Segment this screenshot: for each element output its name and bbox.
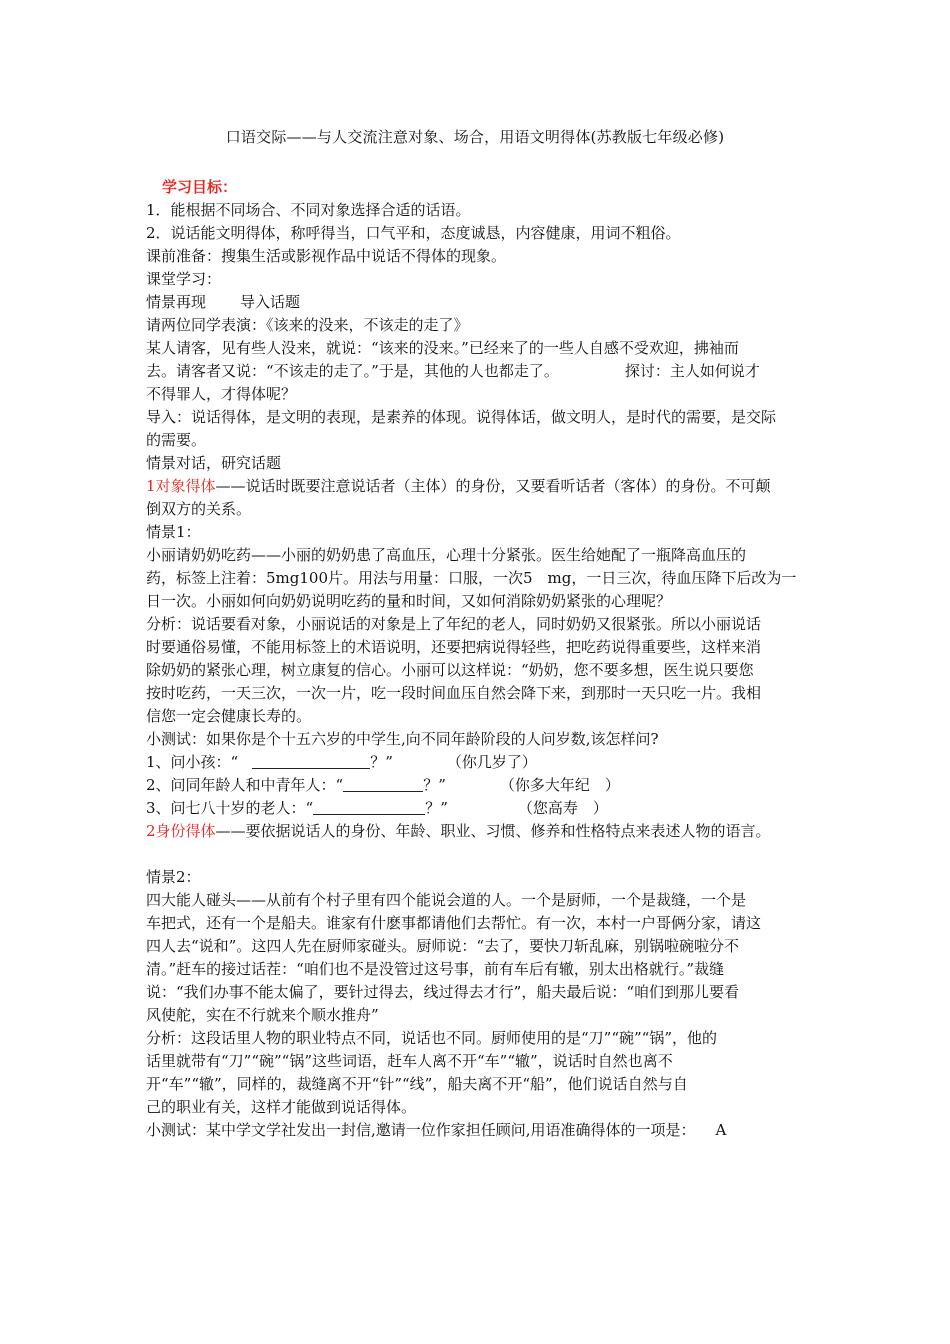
goal-item-1: 1．能根据不同场合、不同对象选择合适的话语。 bbox=[146, 201, 471, 219]
scene2-line-3: 四人去“说和”。这四人先在厨师家碰头。厨师说：“去了，要快刀斩乱麻，别锅啦碗啦分不 bbox=[146, 937, 740, 955]
scene1-label: 情景1： bbox=[146, 523, 201, 541]
analysis1-line-1: 分析：说话要看对象，小丽说话的对象是上了年纪的老人，同时奶奶又很紧张。所以小丽说话 bbox=[146, 615, 762, 633]
point1-line-2: 倒双方的关系。 bbox=[146, 500, 252, 518]
analysis2-line-3: 开“车”“辙”，同样的，裁缝离不开“针”“线”，船夫离不开“船”，他们说话自然与自 bbox=[146, 1075, 688, 1093]
story-line-1: 某人请客，见有些人没来，就说：“该来的没来。”已经来了的一些人自感不受欢迎，拂袖而 bbox=[146, 339, 739, 357]
scene2-line-6: 风使舵，实在不行就来个顺水推舟” bbox=[146, 1006, 379, 1024]
quiz1-end-2: ？” bbox=[423, 776, 446, 794]
answer-blank-3 bbox=[313, 799, 425, 815]
story-discussion: 探讨：主人如何说才 bbox=[624, 362, 760, 380]
scene2-line-4: 清。”赶车的接过话茬：“咱们也不是没管过这号事，前有车后有辙，别太出格就行。”裁缝 bbox=[146, 960, 725, 978]
scene2-line-5: 说：“我们办事不能太偏了，要针过得去，线过得去才行”，船夫最后说：“咱们到那儿要看 bbox=[146, 983, 740, 1001]
quiz1-item-1 bbox=[146, 751, 818, 774]
scene-intro-a: 情景再现 bbox=[146, 293, 207, 311]
quiz1-question-3: 3、问七八十岁的老人：“ bbox=[146, 799, 314, 817]
scene2-line-2: 车把式，还有一个是船夫。谁家有什麽事都请他们去帮忙。有一次，本村一户哥俩分家，请这 bbox=[146, 914, 762, 932]
scene-dialog-heading: 情景对话，研究话题 bbox=[146, 454, 282, 472]
scene-intro-heading bbox=[146, 291, 818, 314]
analysis2-line-2: 话里就带有“刀”“碗”“锅”这些词语，赶车人离不开“车”“辙”，说话时自然也离不 bbox=[146, 1052, 673, 1070]
answer-blank-1 bbox=[252, 753, 370, 769]
quiz1-answer-1: （你几岁了） bbox=[446, 753, 537, 771]
class-study-heading: 课堂学习： bbox=[146, 270, 222, 288]
analysis1-line-2: 时要通俗易懂，不能用标签上的术语说明，还要把病说得轻些，把吃药说得重要些，这样来消 bbox=[146, 638, 762, 656]
story-line-2 bbox=[146, 360, 818, 383]
quiz1-end-3: ？” bbox=[425, 799, 448, 817]
point2-line bbox=[146, 820, 818, 843]
quiz2-line bbox=[146, 1119, 818, 1142]
analysis1-line-3: 除奶奶的紧张心理，树立康复的信心。小丽可以这样说：“奶奶，您不要多想，医生说只要您 bbox=[146, 661, 754, 679]
performance-line: 请两位同学表演：《该来的没来，不该走的走了》 bbox=[146, 316, 469, 334]
quiz1-answer-3: （您高寿 ） bbox=[517, 799, 608, 817]
analysis2-line-4: 己的职业有关，这样才能做到说话得体。 bbox=[146, 1098, 417, 1116]
analysis2-line-1: 分析：这段话里人物的职业特点不同，说话也不同。厨师使用的是“刀”“碗”“锅”，他的 bbox=[146, 1029, 718, 1047]
story-line-3: 不得罪人，才得体呢？ bbox=[146, 385, 297, 403]
goals-heading: 学习目标： bbox=[162, 178, 238, 196]
scene1-line-1: 小丽请奶奶吃药——小丽的奶奶患了高血压，心理十分紧张。医生给她配了一瓶降高血压的 bbox=[146, 546, 747, 564]
document-body bbox=[146, 176, 818, 1142]
scene-intro-b: 导入话题 bbox=[240, 293, 301, 311]
quiz1-prompt: 小测试：如果你是个十五六岁的中学生,向不同年龄阶段的人问岁数,该怎样问? bbox=[146, 730, 659, 748]
analysis1-line-5: 信您一定会健康长寿的。 bbox=[146, 707, 312, 725]
intro-line-1: 导入：说话得体，是文明的表现，是素养的体现。说得体话，做文明人，是时代的需要，是交际 bbox=[146, 408, 777, 426]
point1-text: ——说话时既要注意说话者（主体）的身份，又要看听话者（客体）的身份。不可颠 bbox=[215, 477, 771, 495]
scene2-label: 情景2： bbox=[146, 868, 201, 886]
goal-item-2: 2．说话能文明得体，称呼得当，口气平和，态度诚恳，内容健康，用词不粗俗。 bbox=[146, 224, 681, 242]
quiz1-item-2 bbox=[146, 774, 818, 797]
prep-line: 课前准备：搜集生活或影视作品中说话不得体的现象。 bbox=[146, 247, 507, 265]
intro-line-2: 的需要。 bbox=[146, 431, 207, 449]
quiz1-question-2: 2、问同年龄人和中青年人：“ bbox=[146, 776, 344, 794]
page-title: 口语交际——与人交流注意对象、场合，用语文明得体(苏教版七年级必修) bbox=[225, 128, 725, 146]
quiz1-answer-2: （你多大年纪 ） bbox=[499, 776, 620, 794]
point2-label: 2身份得体 bbox=[146, 822, 216, 840]
quiz1-item-3 bbox=[146, 797, 818, 820]
quiz1-question-1: 1、问小孩：“ bbox=[146, 753, 239, 771]
blank-line bbox=[146, 843, 818, 866]
point1-label: 1对象得体 bbox=[146, 477, 216, 495]
scene2-line-1: 四大能人碰头——从前有个村子里有四个能说会道的人。一个是厨师，一个是裁缝，一个是 bbox=[146, 891, 747, 909]
story-line-2a: 去。请客者又说：“不该走的走了。”于是，其他的人也都走了。 bbox=[146, 362, 559, 380]
point1-line-1 bbox=[146, 475, 818, 498]
scene1-line-2: 药，标签上注着：5mg100片。用法与用量：口服，一次5 mg，一日三次，待血压降下后改为一 bbox=[146, 569, 797, 587]
answer-blank-2 bbox=[343, 776, 423, 792]
scene1-line-3: 日一次。小丽如何向奶奶说明吃药的量和时间，又如何消除奶奶紧张的心理呢？ bbox=[146, 592, 672, 610]
quiz1-end-1: ？” bbox=[370, 753, 393, 771]
point2-text: ——要依据说话人的身份、年龄、职业、习惯、修养和性格特点来表述人物的语言。 bbox=[215, 822, 771, 840]
analysis1-line-4: 按时吃药，一天三次，一次一片，吃一段时间血压自然会降下来，到那时一天只吃一片。我相 bbox=[146, 684, 762, 702]
quiz2-prompt: 小测试：某中学文学社发出一封信,邀请一位作家担任顾问,用语准确得体的一项是： bbox=[146, 1121, 696, 1139]
quiz2-answer: A bbox=[715, 1121, 727, 1139]
